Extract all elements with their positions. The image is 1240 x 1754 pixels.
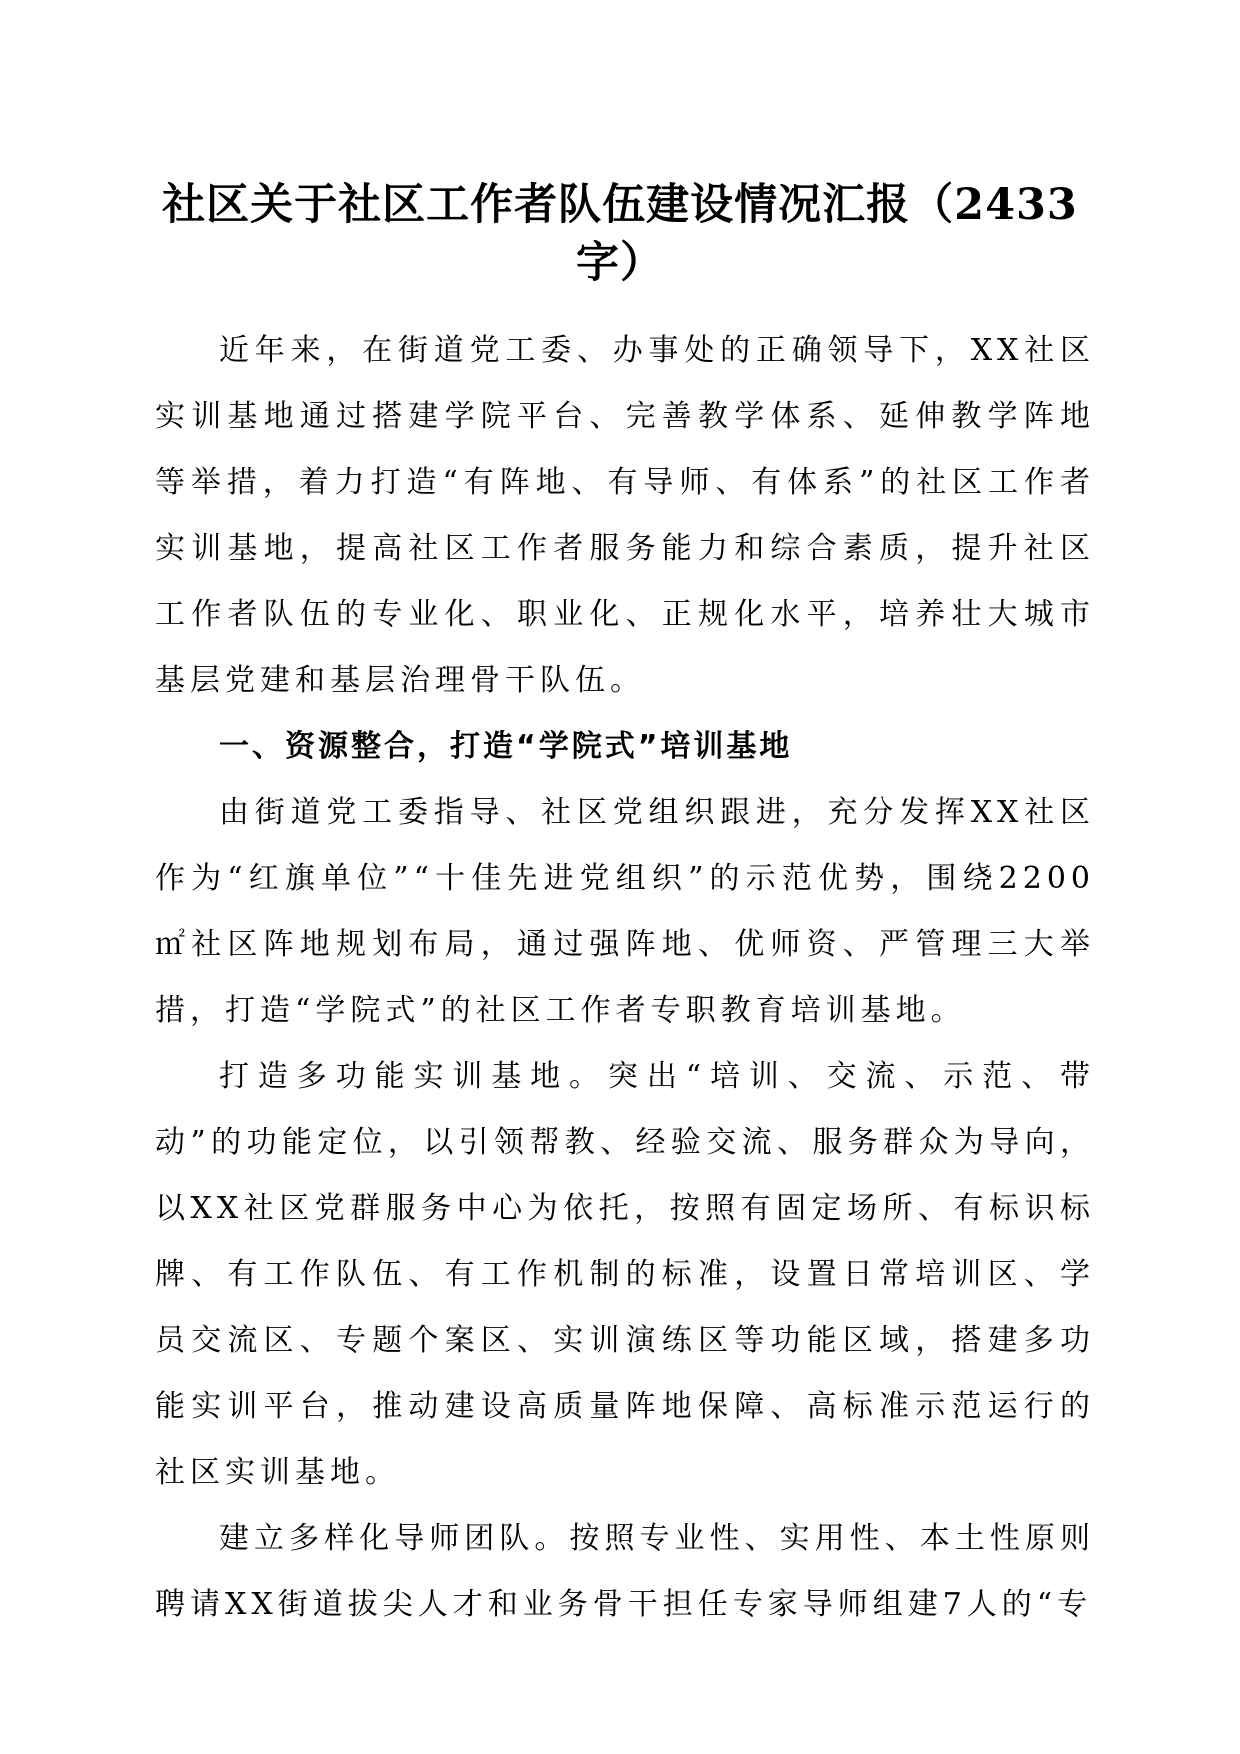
section-paragraph: 打造多功能实训基地。突出“培训、交流、示范、带动”的功能定位，以引领帮教、经验交流、服务群众为导向，以XX社区党群服务中心为依托，按照有固定场所、有标识标牌、有工作队伍、有工作机制的标准，设置日常培训区、学员交流区、专题个案区、实训演练区等功能区域，搭建多功能实训平台，推动建设高质量阵地保障、高标准示范运行的社区实训基地。 — [155, 1059, 1095, 1490]
document-body — [155, 318, 1095, 1638]
section-paragraph: 建立多样化导师团队。按照专业性、实用性、本土性原则聘请XX街道拔尖人才和业务骨干担任专家导师组建7人的“专 — [155, 1521, 1095, 1622]
page-title: 社区关于社区工作者队伍建设情况汇报（2433字） — [162, 180, 1078, 288]
intro-paragraph: 近年来，在街道党工委、办事处的正确领导下，XX社区实训基地通过搭建学院平台、完善教学体系、延伸教学阵地等举措，着力打造“有阵地、有导师、有体系”的社区工作者实训基地，提高社区工作者服务能力和综合素质，提升社区工作者队伍的专业化、职业化、正规化水平，培养壮大城市基层党建和基层治理骨干队伍。 — [155, 333, 1095, 698]
section-heading: 一、资源整合，打造“学院式”培训基地 — [219, 729, 793, 764]
section-paragraph: 由街道党工委指导、社区党组织跟进，充分发挥XX社区作为“红旗单位”“十佳先进党组织”的示范优势，围绕2200㎡社区阵地规划布局，通过强阵地、优师资、严管理三大举措，打造“学院式”的社区工作者专职教育培训基地。 — [155, 795, 1095, 1028]
